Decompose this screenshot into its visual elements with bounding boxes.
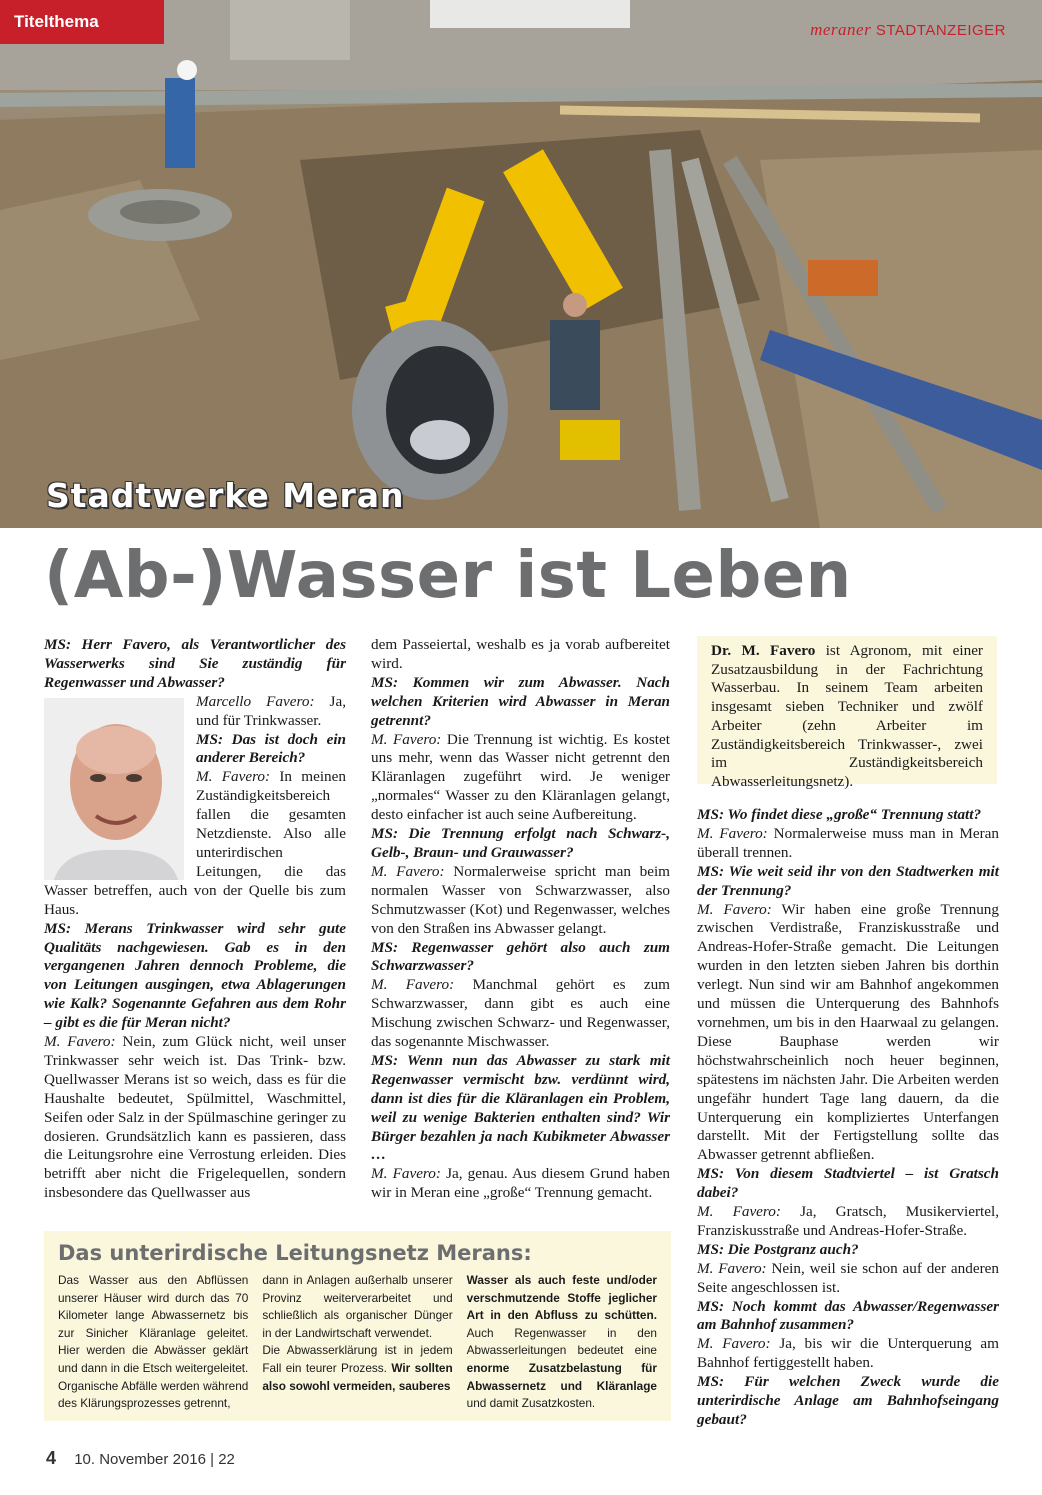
speaker: M. Favero: xyxy=(44,1033,116,1051)
question: MS: Herr Favero, als Verantwortlicher des Wasserwerks sind Sie zuständig für Regenwasser und Abwasser? xyxy=(44,636,346,691)
masthead xyxy=(810,20,1006,40)
speaker: M. Favero: xyxy=(371,1165,441,1183)
headline: (Ab-)Wasser ist Leben xyxy=(44,539,852,613)
answer-text: Wir haben eine große Trennung zwischen Verdistraße, Franziskusstraße und Andreas-Hofer-Straße gemacht. Die Leitungen wurden in den letzten sieben Jahren bis dorthin verlegt. Nun sind wir am Bahnhof angekommen und müssen die Unterquerung des Bahnhofs vornehmen, um bis in den Haarwaal zu gelangen. Diese Bauphase werden wir höchstwahrscheinlich noch heuer beginnen, spätestens im nächsten Jahr. Die Arbeiten werden ungefähr hundert Tage lang dauern, da die Unterquerung ein kompliziertes Unterfangen darstellt. Mit der Fertigstellung sollte das Abwasser getrennt abfließen. xyxy=(697,900,999,1164)
answer-text: Ja, Gratsch, Musikerviertel, Franziskusstraße und Andreas-Hofer-Straße. xyxy=(697,1203,999,1239)
answer-text: Ja, und für Trinkwasser. xyxy=(196,692,346,729)
question: MS: Kommen wir zum Abwasser. Nach welchen Kriterien wird Abwasser in Meran getrennt? xyxy=(371,673,670,729)
question: MS: Die Postgranz auch? xyxy=(697,1240,859,1258)
box-text-bold: Wasser als auch feste und/oder verschmutzende Stoffe jeglicher Art in den Abfluss zu schütten. xyxy=(466,1273,657,1323)
page-footer xyxy=(46,1448,235,1469)
box-column-3 xyxy=(467,1272,657,1413)
info-text: ist Agronom, mit einer Zusatzausbildung in der Fachrichtung Wasserbau. In seinem Team arbeiten insgesamt sieben Techniker und zwölf Arbeiter (zehn Arbeiter im Zuständigkeitsbereich Trinkwasser-, zwei im Zuständigkeitsbereich Abwasserleitungsnetz). xyxy=(711,642,983,790)
box-text: und damit Zusatzkosten. xyxy=(466,1396,596,1411)
answer xyxy=(44,1033,346,1203)
speaker: M. Favero: xyxy=(697,900,772,918)
article-column-1 xyxy=(44,636,346,1203)
answer-text: Normalerweise spricht man beim normalen Wasser von Schwarzwasser, also Schmutzwasser (Kot) und Regenwasser, welches von den Straßen ins Abwasser gelangt. xyxy=(371,862,670,937)
speaker: M. Favero: xyxy=(371,862,445,880)
footer-separator: | xyxy=(210,1451,215,1468)
answer xyxy=(697,825,999,863)
question: MS: Noch kommt das Abwasser/Regenwasser am Bahnhof zusammen? xyxy=(697,1297,999,1334)
author-info-box xyxy=(697,636,997,790)
answer-text: Nein, zum Glück nicht, weil unser Trinkwasser sehr weich ist. Das Trink- bzw. Quellwasser Merans ist so weich, dass es für die Haushalte bedeutet, Spülmittel, Waschmittel, Seifen oder Salz in der Spülmaschine geringer zu dosieren. Grundsätzlich kann es passieren, dass die Leitungsrohre eine Verrostung erleiden. Dies betrifft aber nicht die Frigelequellen, sondern insbesondere das Quellwasser aus xyxy=(44,1033,346,1202)
answer xyxy=(371,1165,670,1203)
network-info-box xyxy=(44,1231,671,1421)
speaker: Marcello Favero: xyxy=(196,692,315,710)
box-text: dann in Anlagen außerhalb unserer Provinz weiterverarbeitet und schließlich als organischer Dünger in der Landwirtschaft verwendet. xyxy=(262,1273,453,1340)
question: MS: Das ist doch ein anderer Bereich? xyxy=(196,730,346,767)
answer-text: Manchmal gehört es zum Schwarzwasser, dann gibt es auch eine Mischung zwischen Schwarz- und Regenwasser, das sogenannte Mischwasser. xyxy=(371,976,670,1051)
box-text: Auch Regenwasser in den Abwasserleitungen bedeutet eine xyxy=(466,1325,657,1358)
speaker: M. Favero: xyxy=(697,824,768,842)
masthead-part-2: STADTANZEIGER xyxy=(875,22,1006,39)
kicker: Stadtwerke Meran xyxy=(46,476,405,515)
question: MS: Von diesem Stadtviertel – ist Gratsch dabei? xyxy=(697,1165,999,1202)
answer-text: Ja, genau. Aus diesem Grund haben wir in Meran eine „große“ Trennung gemacht. xyxy=(371,1165,670,1202)
speaker: M. Favero: xyxy=(371,730,442,748)
speaker: M. Favero: xyxy=(697,1203,781,1221)
answer-continued: dem Passeiertal, weshalb es ja vorab aufbereitet wird. xyxy=(371,636,670,672)
issue-number: 22 xyxy=(218,1451,235,1468)
construction-site-photo xyxy=(0,0,1042,528)
box-text: Die Abwasserklärung ist in jedem Fall ein teurer Prozess. xyxy=(262,1343,453,1375)
question: MS: Wenn nun das Abwasser zu stark mit Regenwasser vermischt bzw. verdünnt wird, dann ist dies für die Kläranlagen ein Problem, weil zu wenige Bakterien enthalten sind? Wir Bürger bezahlen ja nach Kubikmeter Abwasser … xyxy=(371,1051,670,1164)
answer-text: Ja, bis wir die Unterquerung am Bahnhof fertiggestellt haben. xyxy=(697,1335,999,1372)
issue-date: 10. November 2016 xyxy=(74,1451,206,1468)
answer xyxy=(371,976,670,1052)
question: MS: Wo findet diese „große“ Trennung statt? xyxy=(697,806,982,823)
question: MS: Die Trennung erfolgt nach Schwarz-, Gelb-, Braun- und Grauwasser? xyxy=(371,825,670,861)
box-columns xyxy=(58,1272,657,1413)
answer xyxy=(697,1260,999,1298)
masthead-part-1: meraner xyxy=(810,20,872,39)
answer-text: In meinen Zuständigkeitsbereich fallen die gesamten Netzdienste. Also alle unterirdischen Leitungen, die das Wasser betreffen, auch von der Quelle bis zum Haus. xyxy=(44,768,346,918)
box-column-1 xyxy=(58,1272,248,1413)
answer xyxy=(371,731,670,826)
box-text: Das Wasser aus den Abflüssen unserer Häuser wird durch das 70 Kilometer lange Abwassernetz bis zur Sinicher Kläranlage geleitet. Hier werden die Abwässer geklärt und dann in die Etsch weitergeleitet. Organische Abfälle werden während des Klärungsprozesses getrennt, xyxy=(58,1273,249,1411)
question: MS: Für welchen Zweck wurde die unterirdische Anlage am Bahnhofseingang gebaut? xyxy=(697,1373,999,1428)
info-name: Dr. M. Favero xyxy=(711,642,816,659)
box-title: Das unterirdische Leitungsnetz Merans: xyxy=(58,1241,532,1265)
box-text-bold: enorme Zusatzbelastung für Abwassernetz und Kläranlage xyxy=(466,1360,657,1393)
answer-text: Die Trennung ist wichtig. Es kostet uns mehr, wenn das Wasser nicht getrennt den Kläranlagen zugeführt wird. Je weniger „normales“ Wasser zu den Kläranlagen gelangt, desto einfacher ist auch seine Aufbereitung. xyxy=(371,730,670,824)
question: MS: Merans Trinkwasser wird sehr gute Qualitäts nachgewiesen. Gab es in den vergangenen Jahren dennoch Probleme, die von Leitungen ausgingen, etwa Ablagerungen wie Kalk? Sogenannte Gefahren aus dem Rohr – gibt es die für Meran nicht? xyxy=(44,919,346,1032)
box-text-bold: Wir sollten also sowohl vermeiden, sauberes xyxy=(262,1360,453,1393)
article-column-2 xyxy=(371,636,670,1203)
photo-illustration xyxy=(0,0,1042,528)
speaker: M. Favero: xyxy=(697,1335,771,1353)
speaker: M. Favero: xyxy=(196,768,271,786)
question: MS: Wie weit seid ihr von den Stadtwerken mit der Trennung? xyxy=(697,862,999,899)
article-column-3 xyxy=(697,806,999,1430)
speaker: M. Favero: xyxy=(371,976,455,994)
answer-text: Normalerweise muss man in Meran überall trennen. xyxy=(697,824,999,861)
answer xyxy=(697,1203,999,1241)
box-column-2 xyxy=(262,1272,452,1413)
question: MS: Regenwasser gehört also auch zum Schwarzwasser? xyxy=(371,938,670,975)
answer xyxy=(371,863,670,939)
answer xyxy=(697,901,999,1166)
speaker: M. Favero: xyxy=(697,1259,767,1277)
answer xyxy=(697,1335,999,1373)
section-rubric: Titelthema xyxy=(0,0,164,44)
answer-text: Nein, weil sie schon auf der anderen Seite angeschlossen ist. xyxy=(697,1259,999,1296)
page-number: 4 xyxy=(46,1448,57,1468)
portrait-photo xyxy=(44,698,184,880)
